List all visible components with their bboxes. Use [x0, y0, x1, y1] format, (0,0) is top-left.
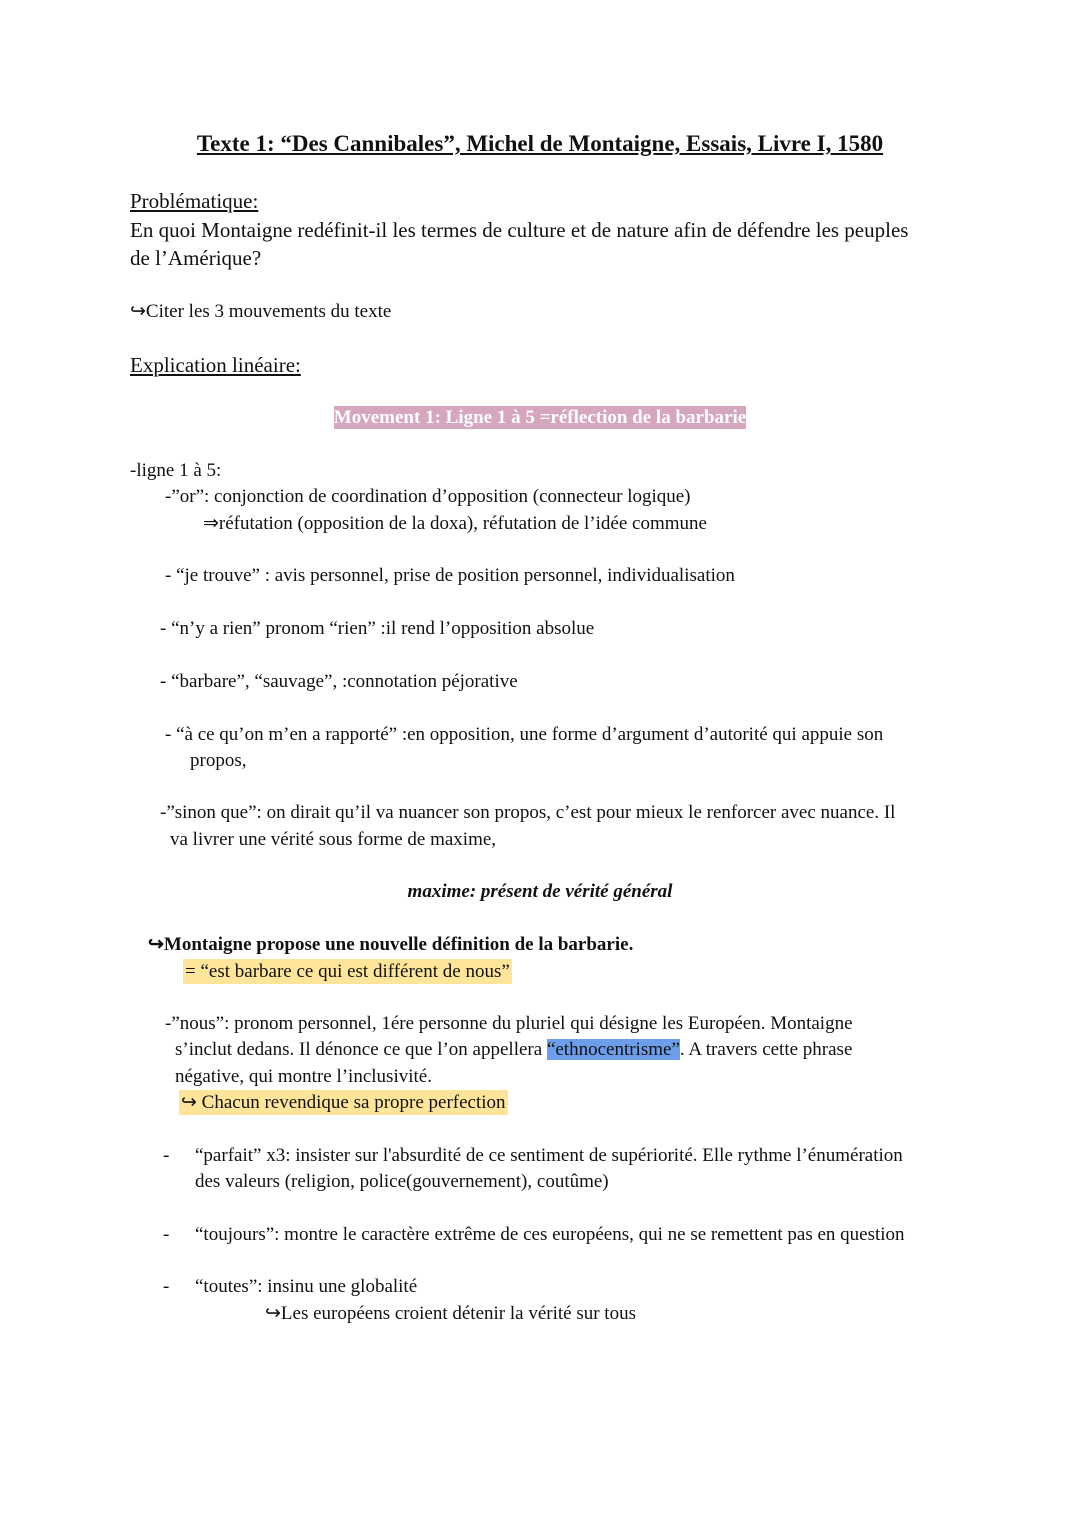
text-line: ↪Les européens croient détenir la vérité sur tous: [265, 1303, 636, 1324]
text-line: “toujours”: montre le caractère extrême de ces européens, qui ne se remettent pas en question: [195, 1224, 905, 1245]
bullet-dash: -: [163, 1145, 170, 1166]
text-line: -”nous”: pronom personnel, 1ére personne du pluriel qui désigne les Européen. Montaigne: [165, 1013, 853, 1034]
text-line: -”or”: conjonction de coordination d’opposition (connecteur logique): [165, 486, 691, 507]
citer-line: ↪Citer les 3 mouvements du texte: [130, 301, 392, 322]
bullet-dash: -: [163, 1276, 170, 1297]
text-line: des valeurs (religion, police(gouvernement), coutûme): [195, 1171, 609, 1192]
problematique-line: En quoi Montaigne redéfinit-il les termes de culture et de nature afin de défendre les peuples: [130, 218, 909, 242]
text-span: s’inclut dedans. Il dénonce ce que l’on appellera: [175, 1039, 547, 1060]
text-line: - “à ce qu’on m’en a rapporté” :en opposition, une forme d’argument d’autorité qui appuie son: [165, 724, 884, 745]
movement-text: Movement 1: Ligne 1 à 5 =réflection de la barbarie: [333, 407, 747, 428]
text-line: va livrer une vérité sous forme de maxime,: [170, 829, 497, 850]
conclusion-line: ↪Montaigne propose une nouvelle définition de la barbarie.: [148, 934, 634, 955]
text-line: [175, 1038, 852, 1062]
problematique-label: Problématique:: [130, 189, 259, 213]
text-line: ⇒réfutation (opposition de la doxa), réfutation de l’idée commune: [203, 513, 707, 534]
bullet-dash: -: [163, 1224, 170, 1245]
title-text: Texte 1: “Des Cannibales”, Michel de Montaigne, Essais, Livre I, 1580: [196, 131, 884, 156]
text-line: - “n’y a rien” pronom “rien” :il rend l’opposition absolue: [160, 618, 595, 639]
movement-heading: [0, 406, 1080, 430]
definition-line: [183, 960, 512, 984]
text-line: propos,: [190, 750, 247, 771]
document-title: [0, 132, 1080, 158]
text-line: “toutes”: insinu une globalité: [195, 1276, 418, 1297]
text-line: négative, qui montre l’inclusivité.: [175, 1066, 432, 1087]
text-span: . A travers cette phrase: [679, 1039, 853, 1060]
text-line: - “barbare”, “sauvage”, :connotation péjorative: [160, 671, 518, 692]
problematique-line: de l’Amérique?: [130, 246, 262, 270]
ethnocentrisme-highlight: “ethnocentrisme”: [546, 1039, 680, 1060]
explication-label: Explication linéaire:: [130, 353, 301, 377]
maxime-line: maxime: présent de vérité général: [407, 881, 673, 902]
text-line: -”sinon que”: on dirait qu’il va nuancer son propos, c’est pour mieux le renforcer avec nuance. Il: [160, 802, 896, 823]
chacun-highlight: ↪ Chacun revendique sa propre perfection: [181, 1092, 506, 1113]
text-line: “parfait” x3: insister sur l'absurdité de ce sentiment de supériorité. Elle rythme l’énumération: [195, 1145, 903, 1166]
text-line: -ligne 1 à 5:: [130, 460, 222, 481]
chacun-line: [179, 1091, 508, 1115]
text-line: - “je trouve” : avis personnel, prise de position personnel, individualisation: [165, 565, 735, 586]
definition-highlight: = “est barbare ce qui est différent de nous”: [185, 961, 510, 982]
